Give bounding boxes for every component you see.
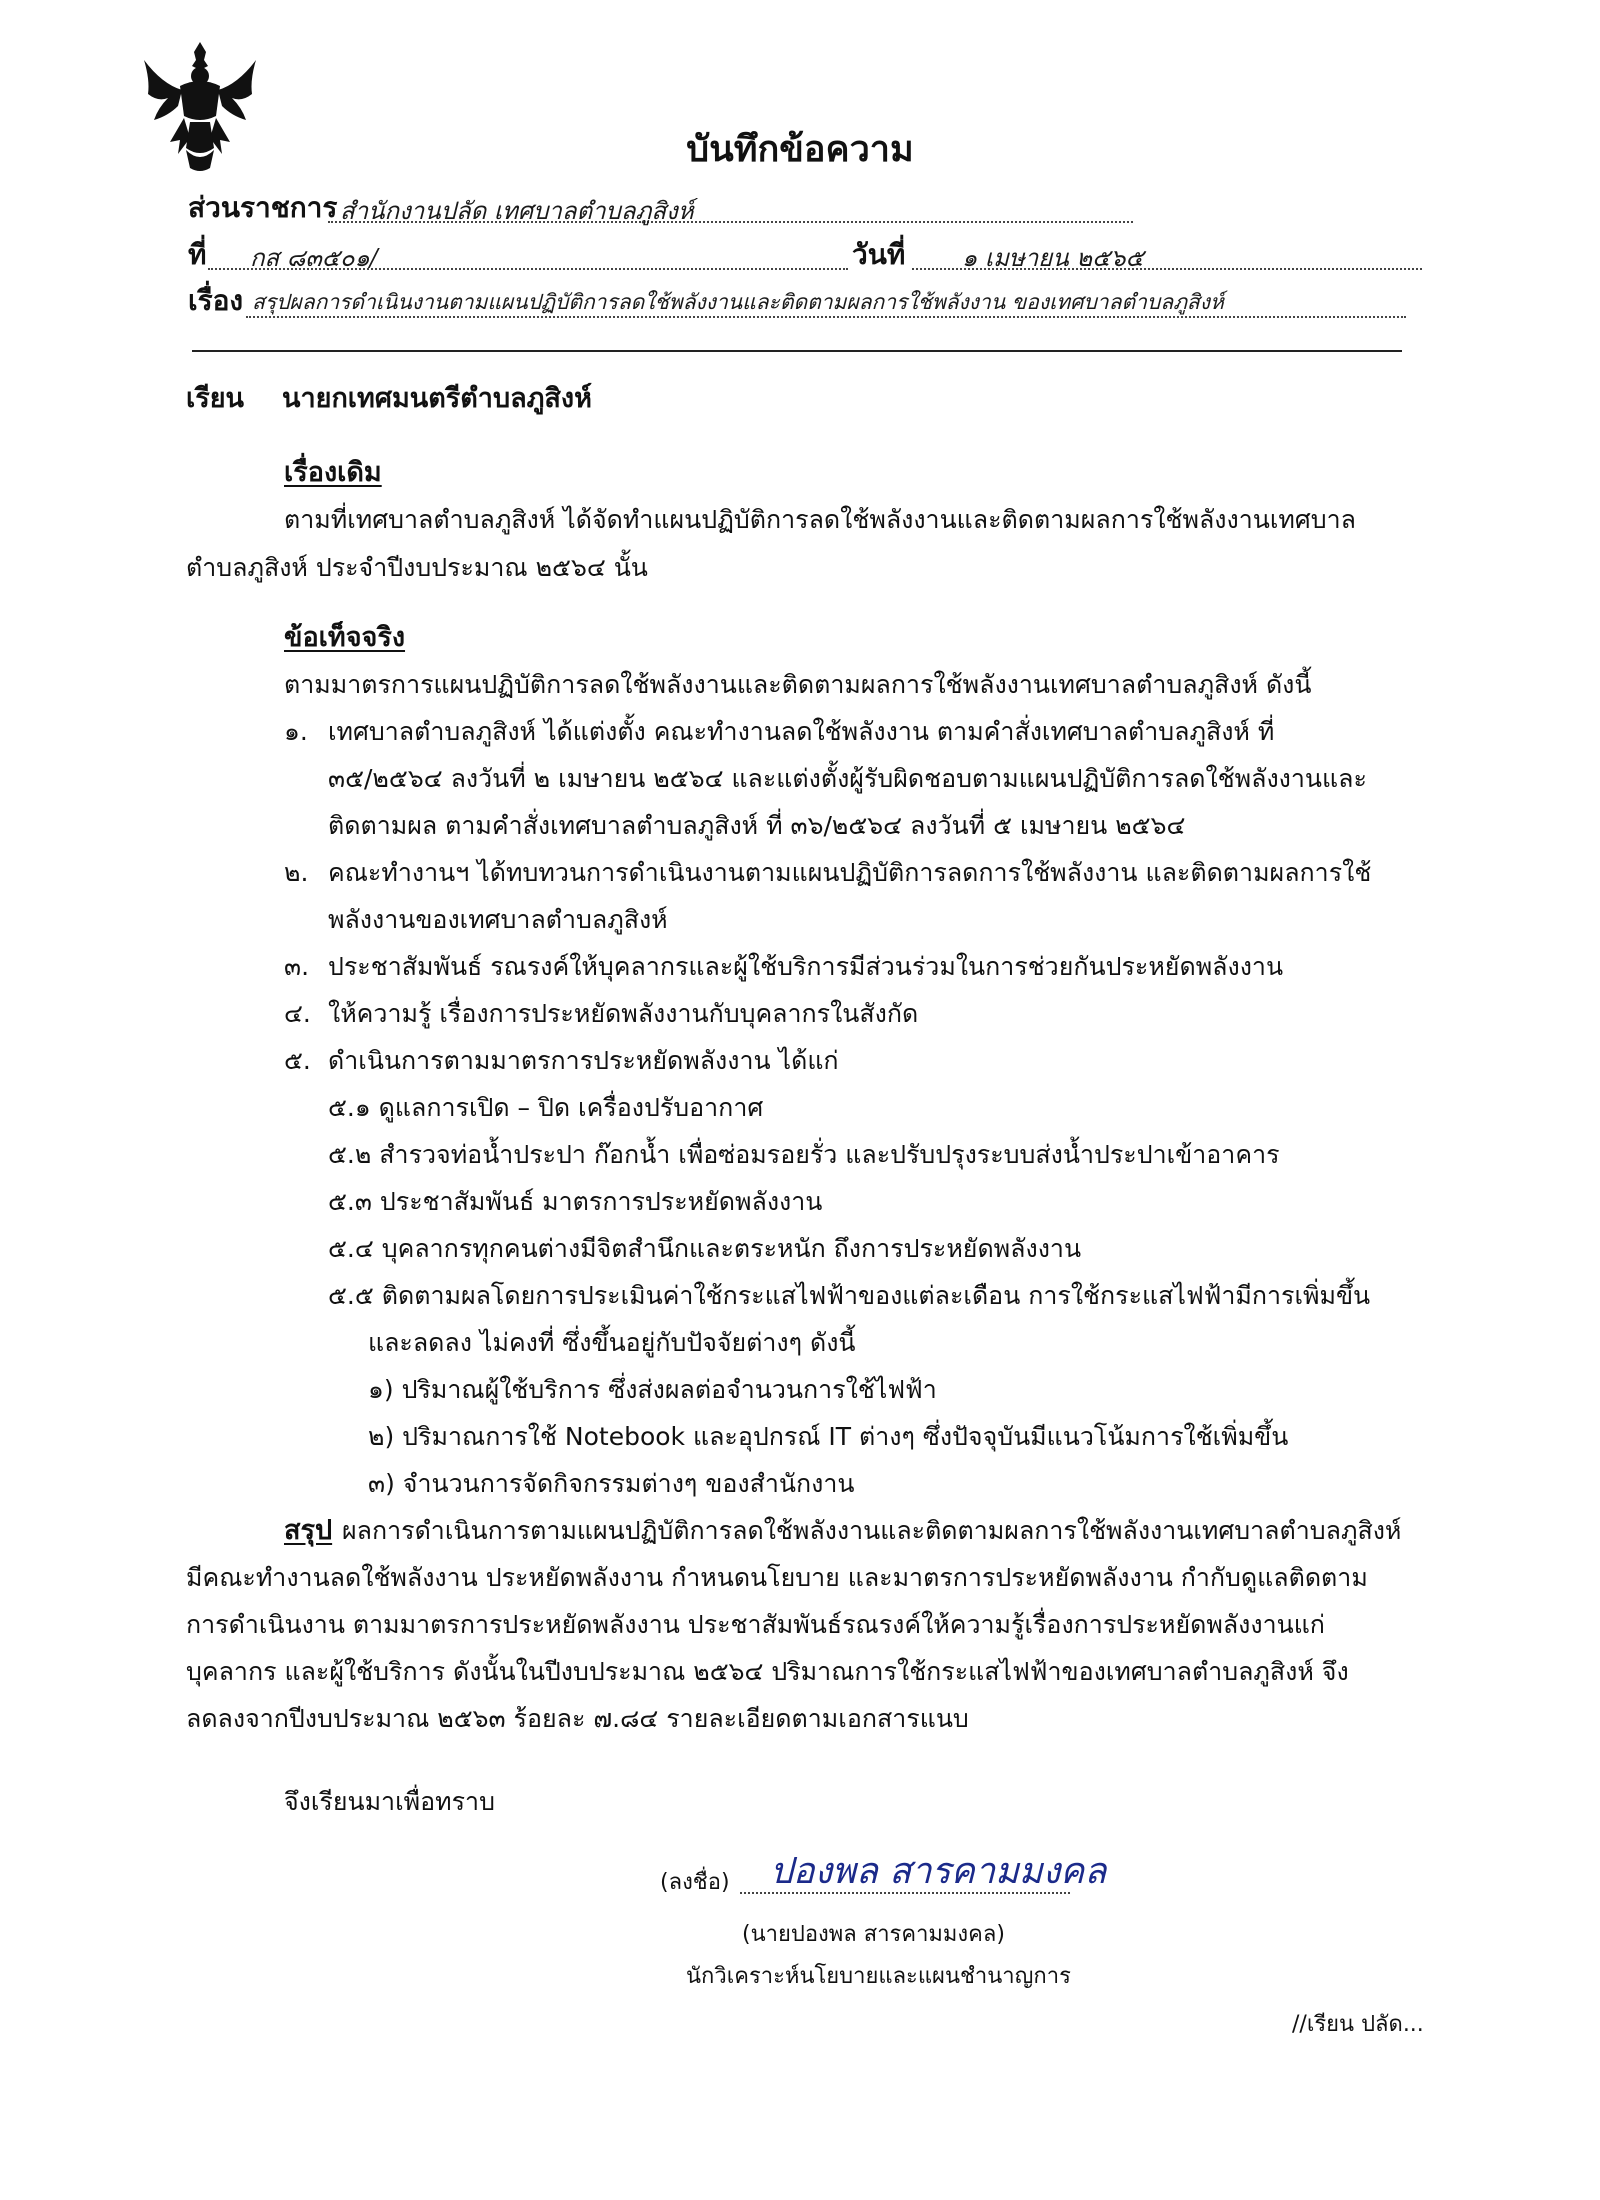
facts-heading: ข้อเท็จจริง	[284, 622, 406, 653]
item-line: ดำเนินการตามมาตรการประหยัดพลังงาน ได้แก่	[328, 1046, 839, 1075]
subitem: ๕.๒ สำรวจท่อน้ำประปา ก๊อกน้ำ เพื่อซ่อมรอยรั่ว และปรับปรุงระบบส่งน้ำประปาเข้าอาคาร	[328, 1140, 1280, 1169]
agency-label: ส่วนราชการ	[188, 191, 338, 224]
ref-label: ที่	[188, 238, 207, 271]
factor-item: ๒) ปริมาณการใช้ Notebook และอุปกรณ์ IT ต่างๆ ซึ่งปัจจุบันมีแนวโน้มการใช้เพิ่มขึ้น	[368, 1422, 1289, 1451]
summary-line: มีคณะทำงานลดใช้พลังงาน ประหยัดพลังงาน กำหนดนโยบาย และมาตรการประหยัดพลังงาน กำกับดูแลติดตาม	[186, 1563, 1368, 1592]
salutation-value: นายกเทศมนตรีตำบลภูสิงห์	[282, 383, 592, 414]
factor-item: ๑) ปริมาณผู้ใช้บริการ ซึ่งส่งผลต่อจำนวนการใช้ไฟฟ้า	[368, 1375, 937, 1404]
signer-name: (นายปองพล สารคามมงคล)	[742, 1922, 1005, 1947]
item-line: คณะทำงานฯ ได้ทบทวนการดำเนินงานตามแผนปฏิบัติการลดการใช้พลังงาน และติดตามผลการใช้	[328, 858, 1372, 887]
factor-item: ๓) จำนวนการจัดกิจกรรมต่างๆ ของสำนักงาน	[368, 1469, 855, 1498]
subitem-continuation: และลดลง ไม่คงที่ ซึ่งขึ้นอยู่กับปัจจัยต่างๆ ดังนี้	[368, 1328, 856, 1357]
subitem: ๕.๓ ประชาสัมพันธ์ มาตรการประหยัดพลังงาน	[328, 1187, 823, 1216]
item-number: ๓.	[284, 952, 310, 981]
item-line: เทศบาลตำบลภูสิงห์ ได้แต่งตั้ง คณะทำงานลดใช้พลังงาน ตามคำสั่งเทศบาลตำบลภูสิงห์ ที่	[328, 717, 1275, 746]
salutation-label: เรียน	[186, 383, 245, 414]
item-number: ๔.	[284, 999, 311, 1028]
handwritten-signature: ปองพล สารคามมงคล	[770, 1851, 1107, 1892]
date-label: วันที่	[852, 238, 906, 271]
date-value: ๑ เมษายน ๒๕๖๕	[962, 244, 1144, 272]
closing-text: จึงเรียนมาเพื่อทราบ	[284, 1787, 495, 1816]
facts-intro: ตามมาตรการแผนปฏิบัติการลดใช้พลังงานและติดตามผลการใช้พลังงานเทศบาลตำบลภูสิงห์ ดังนี้	[284, 670, 1312, 699]
header-divider	[192, 350, 1402, 352]
agency-value: สำนักงานปลัด เทศบาลตำบลภูสิงห์	[340, 197, 694, 225]
subject-value: สรุปผลการดำเนินงานตามแผนปฏิบัติการลดใช้พลังงานและติดตามผลการใช้พลังงาน ของเทศบาลตำบลภูสิงห์	[252, 290, 1224, 314]
item-line: ติดตามผล ตามคำสั่งเทศบาลตำบลภูสิงห์ ที่ ๓๖/๒๕๖๔ ลงวันที่ ๕ เมษายน ๒๕๖๔	[328, 811, 1186, 840]
background-line: ตามที่เทศบาลตำบลภูสิงห์ ได้จัดทำแผนปฏิบัติการลดใช้พลังงานและติดตามผลการใช้พลังงานเทศบาล	[284, 505, 1356, 534]
subject-label: เรื่อง	[188, 284, 244, 317]
continuation-note: //เรียน ปลัด...	[1292, 2012, 1424, 2037]
summary-heading: สรุป	[284, 1515, 333, 1546]
subitem: ๕.๕ ติดตามผลโดยการประเมินค่าใช้กระแสไฟฟ้าของแต่ละเดือน การใช้กระแสไฟฟ้ามีการเพิ่มขึ้น	[328, 1281, 1371, 1310]
summary-line: ลดลงจากปีงบประมาณ ๒๕๖๓ ร้อยละ ๗.๘๔ รายละเอียดตามเอกสารแนบ	[186, 1704, 969, 1733]
ref-value: กส ๘๓๕๐๑/	[250, 244, 378, 272]
signer-position: นักวิเคราะห์นโยบายและแผนชำนาญการ	[686, 1964, 1071, 1989]
item-number: ๕.	[284, 1046, 311, 1075]
item-line: ให้ความรู้ เรื่องการประหยัดพลังงานกับบุคลากรในสังกัด	[328, 999, 919, 1028]
item-line: ประชาสัมพันธ์ รณรงค์ให้บุคลากรและผู้ใช้บริการมีส่วนร่วมในการช่วยกันประหยัดพลังงาน	[328, 952, 1284, 981]
summary-line: ผลการดำเนินการตามแผนปฏิบัติการลดใช้พลังงานและติดตามผลการใช้พลังงานเทศบาลตำบลภูสิงห์	[342, 1516, 1402, 1545]
summary-line: การดำเนินงาน ตามมาตรการประหยัดพลังงาน ประชาสัมพันธ์รณรงค์ให้ความรู้เรื่องการประหยัดพลังงานแก่	[186, 1610, 1325, 1639]
item-line: พลังงานของเทศบาลตำบลภูสิงห์	[328, 905, 668, 934]
background-line: ตำบลภูสิงห์ ประจำปีงบประมาณ ๒๕๖๔ นั้น	[186, 553, 648, 582]
memo-title: บันทึกข้อความ	[686, 129, 914, 170]
sign-label: (ลงชื่อ)	[660, 1870, 730, 1895]
item-number: ๑.	[284, 717, 308, 746]
item-number: ๒.	[284, 858, 309, 887]
subitem: ๕.๔ บุคลากรทุกคนต่างมีจิตสำนึกและตระหนัก ถึงการประหยัดพลังงาน	[328, 1234, 1082, 1263]
item-line: ๓๕/๒๕๖๔ ลงวันที่ ๒ เมษายน ๒๕๖๔ และแต่งตั้งผู้รับผิดชอบตามแผนปฏิบัติการลดใช้พลังงานและ	[328, 764, 1367, 793]
summary-line: บุคลากร และผู้ใช้บริการ ดังนั้นในปีงบประมาณ ๒๕๖๔ ปริมาณการใช้กระแสไฟฟ้าของเทศบาลตำบลภูสิงห์ จึง	[186, 1657, 1349, 1686]
background-heading: เรื่องเดิม	[284, 457, 382, 488]
subitem: ๕.๑ ดูแลการเปิด – ปิด เครื่องปรับอากาศ	[328, 1093, 764, 1122]
